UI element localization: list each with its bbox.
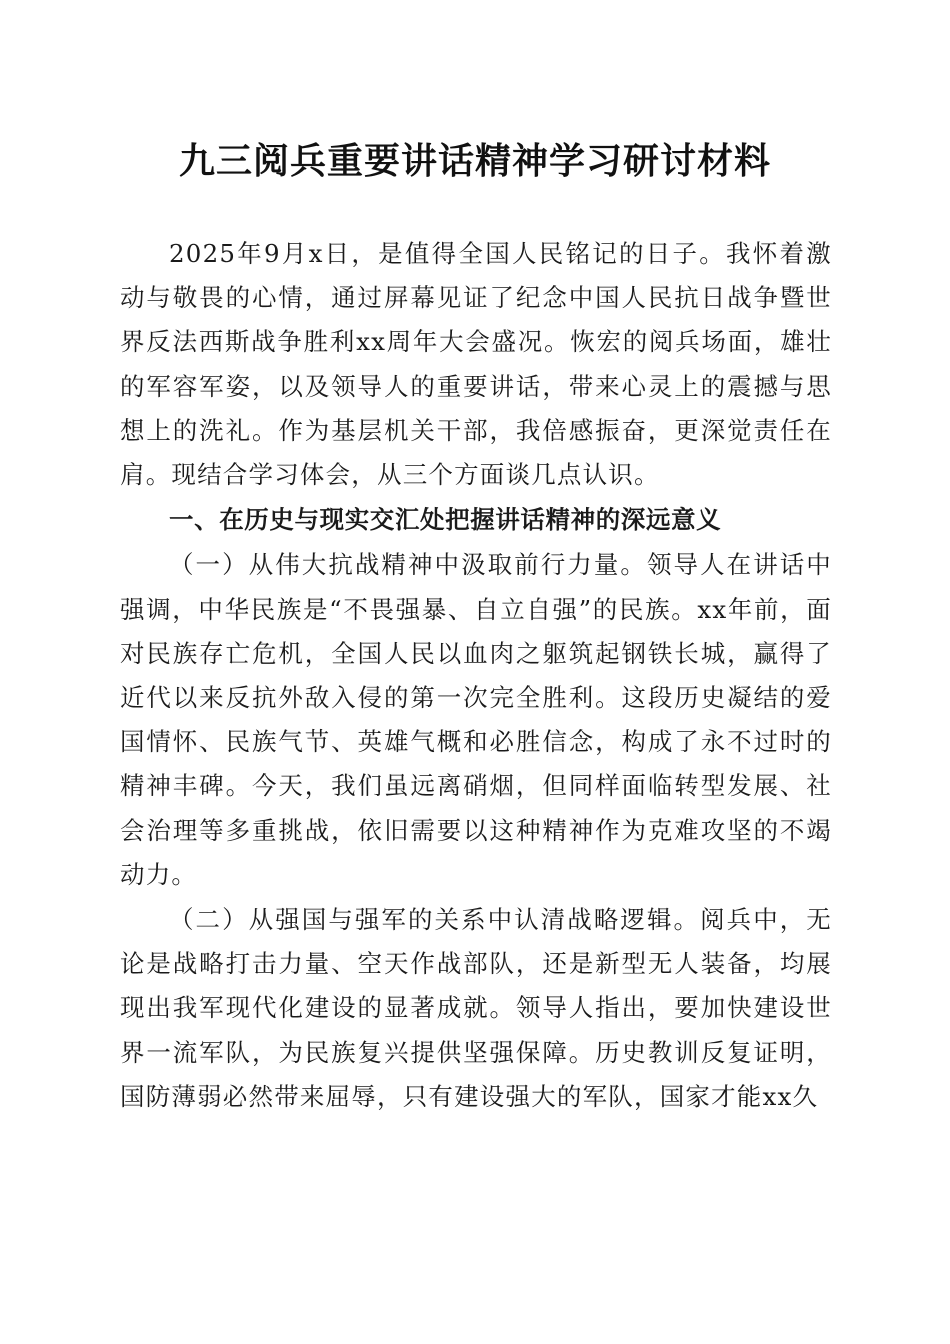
intro-paragraph: 2025年9月x日，是值得全国人民铭记的日子。我怀着激动与敬畏的心情，通过屏幕见证了纪念中国人民抗日战争暨世界反法西斯战争胜利xx周年大会盛况。恢宏的阅兵场面，雄壮的军容军姿，以及领导人的重要讲话，带来心灵上的震撼与思想上的洗礼。作为基层机关干部，我倍感振奋，更深觉责任在肩。现结合学习体会，从三个方面谈几点认识。 (120, 239, 832, 490)
section-heading-1: 一、在历史与现实交汇处把握讲话精神的深远意义 (169, 505, 722, 535)
document-body (120, 232, 832, 1119)
document-title: 九三阅兵重要讲话精神学习研讨材料 (178, 140, 771, 182)
subsection-paragraph-2: （二）从强国与强军的关系中认清战略逻辑。阅兵中，无论是战略打击力量、空天作战部队，还是新型无人装备，均展现出我军现代化建设的显著成就。领导人指出，要加快建设世界一流军队，为民族复兴提供坚强保障。历史教训反复证明，国防薄弱必然带来屈辱，只有建设强大的军队，国家才能xx久 (120, 905, 832, 1111)
subsection-paragraph-1: （一）从伟大抗战精神中汲取前行力量。领导人在讲话中强调，中华民族是“不畏强暴、自立自强”的民族。xx年前，面对民族存亡危机，全国人民以血肉之躯筑起钢铁长城，赢得了近代以来反抗外敌入侵的第一次完全胜利。这段历史凝结的爱国情怀、民族气节、英雄气概和必胜信念，构成了永不过时的精神丰碑。今天，我们虽远离硝烟，但同样面临转型发展、社会治理等多重挑战，依旧需要以这种精神作为克难攻坚的不竭动力。 (120, 550, 832, 889)
